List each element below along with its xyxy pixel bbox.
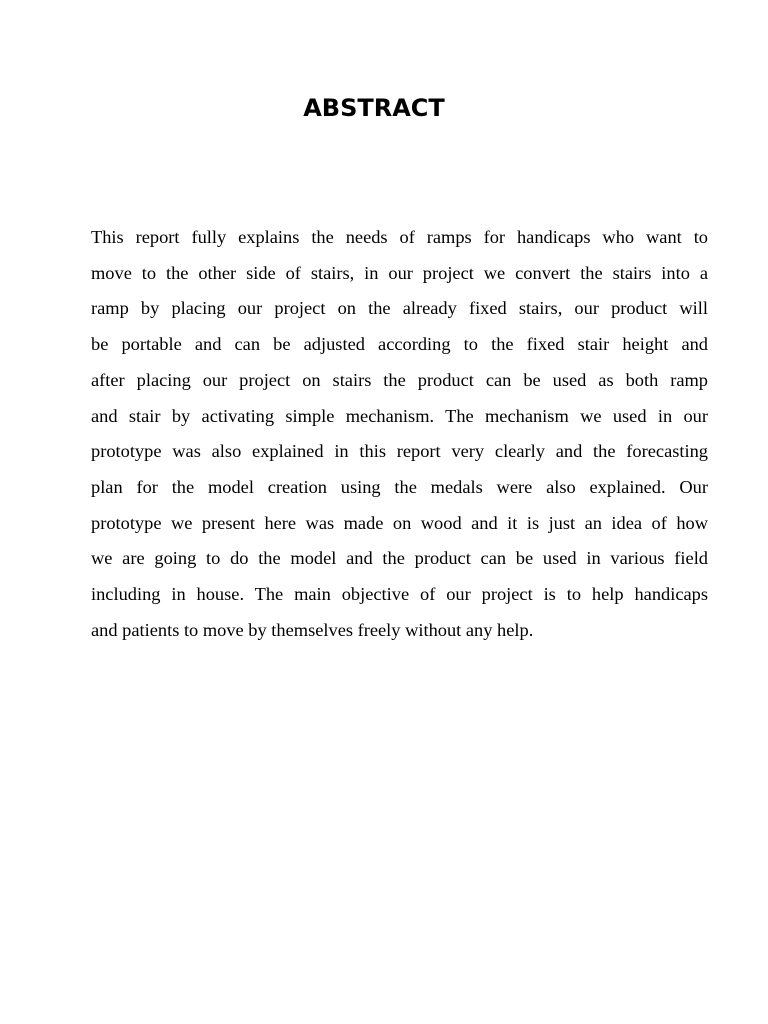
paragraph-line: and patients to move by themselves freely without any help. bbox=[91, 619, 534, 640]
paragraph-line: prototype was also explained in this report very clearly and the forecasting bbox=[91, 441, 708, 462]
paragraph-line: be portable and can be adjusted according to the fixed stair height and bbox=[91, 334, 708, 355]
paragraph-line: move to the other side of stairs, in our project we convert the stairs into a bbox=[91, 262, 708, 283]
paragraph-line: This report fully explains the needs of ramps for handicaps who want to bbox=[91, 227, 708, 247]
paragraph-line: after placing our project on stairs the product can be used as both ramp bbox=[91, 369, 708, 390]
paragraph-line: plan for the model creation using the medals were also explained. Our bbox=[91, 476, 708, 497]
page-title: ABSTRACT bbox=[303, 94, 445, 122]
paragraph-line: we are going to do the model and the product can be used in various field bbox=[91, 548, 708, 569]
paragraph-line: including in house. The main objective of our project is to help handicaps bbox=[91, 584, 708, 605]
abstract-paragraph bbox=[91, 220, 708, 648]
paragraph-line: and stair by activating simple mechanism. The mechanism we used in our bbox=[91, 405, 708, 426]
paragraph-line: prototype we present here was made on wood and it is just an idea of how bbox=[91, 512, 708, 533]
paragraph-line: ramp by placing our project on the already fixed stairs, our product will bbox=[91, 298, 708, 319]
